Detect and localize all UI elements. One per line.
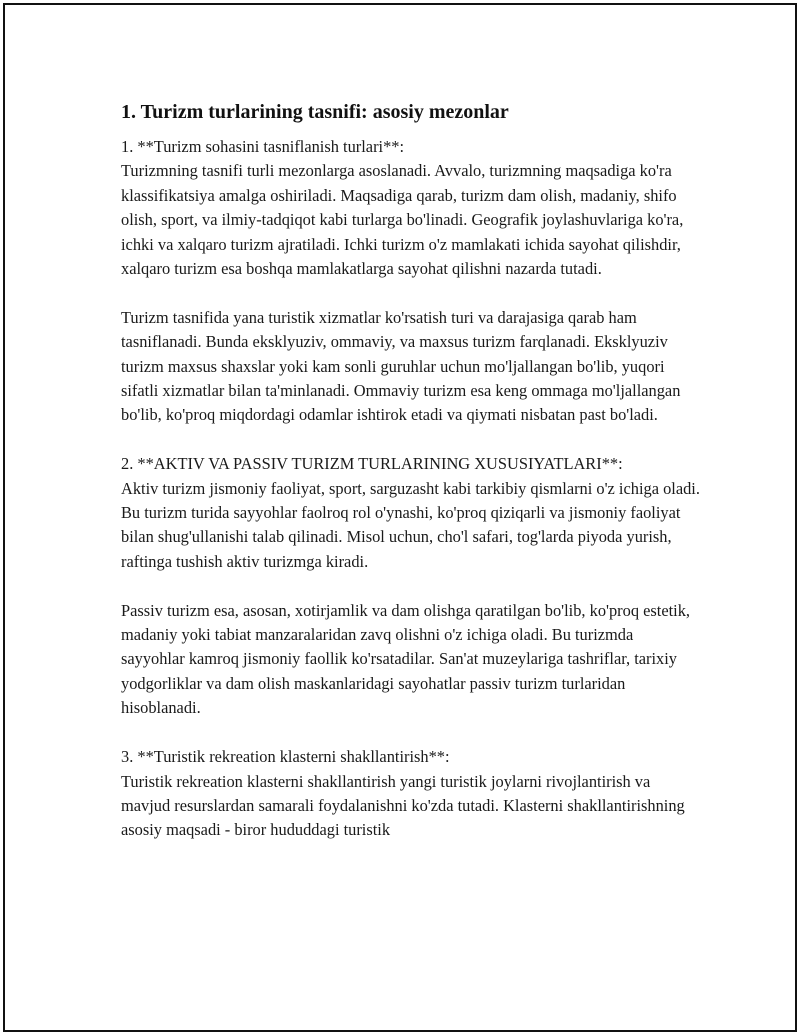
document-body	[121, 99, 701, 867]
paragraph-turizm-tasnifi: 1. **Turizm sohasini tasniflanish turlari**: Turizmning tasnifi turli mezonlarga asoslanadi. Avvalo, turizmning maqsadiga ko'ra klassifikatsiya amalga oshiriladi. Maqsadiga qarab, turizm dam olish, madaniy, shifo olish, sport, va ilmiy-tadqiqot kabi turlarga bo'linadi. Geografik joylashuvlariga ko'ra, ichki va xalqaro turizm ajratiladi. Ichki turizm o'z mamlakati ichida sayohat qilishdir, xalqaro turizm esa boshqa mamlakatlarga sayohat qilishni nazarda tutadi.	[121, 137, 684, 279]
paragraph-rekreation-klaster: 3. **Turistik rekreation klasterni shakllantirish**: Turistik rekreation klasterni shakllantirish yangi turistik joylarni rivojlantirish va mavjud resurslardan samarali foydalanishni ko'zda tutadi. Klasterni shakllantirishning asosiy maqsadi - biror hududdagi turistik	[121, 747, 685, 840]
document-title: 1. Turizm turlarining tasnifi: asosiy mezonlar	[121, 101, 509, 123]
paragraph-xizmatlar-turi: Turizm tasnifida yana turistik xizmatlar ko'rsatish turi va darajasiga qarab ham tasniflanadi. Bunda eksklyuziv, ommaviy, va maxsus turizm farqlanadi. Eksklyuziv turizm maxsus shaxslar yoki kam sonli guruhlar uchun mo'ljallangan bo'lib, yuqori sifatli xizmatlar bilan ta'minlanadi. Ommaviy turizm esa keng ommaga mo'ljallangan bo'lib, ko'proq miqdordagi odamlar ishtirok etadi va qiymati nisbatan past bo'ladi.	[121, 307, 681, 425]
document-page	[3, 3, 797, 1032]
paragraph-aktiv-turizm: 2. **AKTIV VA PASSIV TURIZM TURLARINING XUSUSIYATLARI**: Aktiv turizm jismoniy faoliyat, sport, sarguzasht kabi tarkibiy qismlarni o'z ichiga oladi. Bu turizm turida sayyohlar faolroq rol o'ynashi, ko'proq qiziqarli va jismoniy faoliyat bilan shug'ullanishi talab qilinadi. Misol uchun, cho'l safari, tog'larda piyoda yurish, raftinga tushish aktiv turizmga kiradi.	[121, 454, 700, 571]
paragraph-passiv-turizm: Passiv turizm esa, asosan, xotirjamlik va dam olishga qaratilgan bo'lib, ko'proq estetik, madaniy yoki tabiat manzaralaridan zavq olishni o'z ichiga oladi. Bu turizmda sayyohlar kamroq jismoniy faollik ko'rsatadilar. San'at muzeylariga tashriflar, tarixiy yodgorliklar va dam olish maskanlaridagi sayohatlar passiv turizm turlaridan hisoblanadi.	[121, 600, 690, 718]
